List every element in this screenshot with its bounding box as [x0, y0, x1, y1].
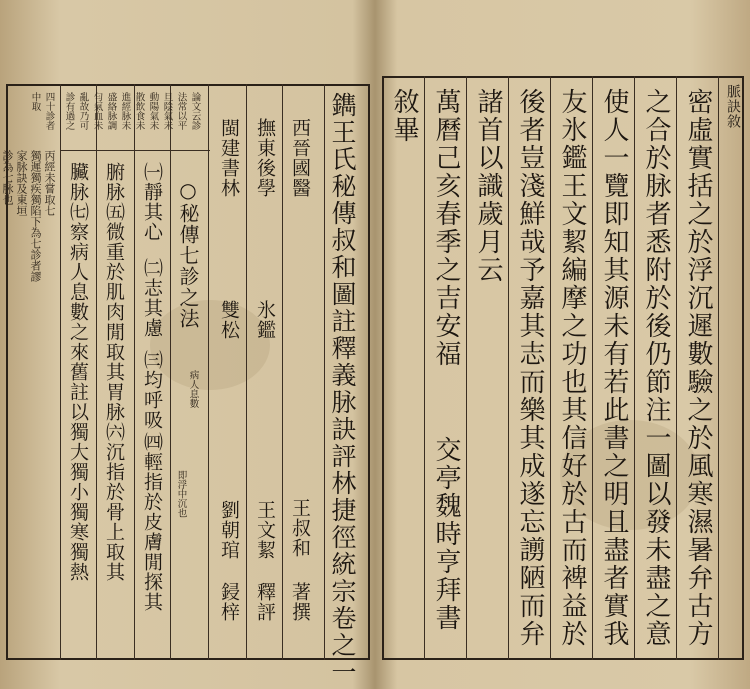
- side-note: 即浮中沉也: [175, 470, 187, 518]
- text-column: 臟脉㈦察病人息數之來舊註以獨大獨小獨寒獨熱: [67, 162, 89, 582]
- author-origin: 閩建書林: [218, 118, 240, 198]
- diagnosis-point: ㈢均呼吸: [141, 350, 163, 430]
- column-rule: [96, 84, 97, 660]
- edge-note: 家脉訣及東垣: [15, 150, 28, 216]
- column-rule: [208, 84, 209, 660]
- column-rule: [170, 84, 171, 660]
- annotation-note: 進經脉未: [119, 92, 131, 130]
- right-page: [378, 0, 750, 689]
- text-column: 萬曆己亥春季之吉安福: [431, 88, 461, 368]
- author-origin: 西晉國醫: [289, 118, 311, 198]
- annotation-note: 診有過之: [63, 92, 75, 130]
- diagnosis-point: ㈣輕指於皮膚閒探其: [141, 432, 163, 612]
- author-name: 雙松: [218, 300, 240, 340]
- author-role: 釋評: [254, 582, 276, 622]
- diagnosis-point: ㈡志其慮: [141, 258, 163, 338]
- annotation-note: 法常以平: [175, 92, 187, 130]
- text-column: 使人一覽即知其源未有若此書之明且盡者實我: [599, 88, 629, 648]
- annotation-note: 盛絡脉調: [105, 92, 117, 130]
- edge-note: 丙經未嘗取七: [43, 150, 56, 216]
- left-page: [0, 0, 372, 689]
- volume-title: 鐫王氏秘傳叔和圖註釋義脉訣評林捷徑統宗卷之一: [328, 92, 357, 686]
- text-column: 友氷鑑王文絜編摩之功也其信好於古而裨益於: [557, 88, 587, 648]
- column-rule: [508, 76, 509, 660]
- diagnosis-point: ㈠靜其心: [141, 162, 163, 242]
- text-column: 腑脉㈤微重於肌肉閒取其胃脉㈥沉指於骨上取其: [103, 162, 125, 582]
- column-rule: [134, 84, 135, 660]
- column-rule: [676, 76, 677, 660]
- text-column: 密虛實括之於浮沉遲數驗之於風寒濕暑弁古方: [683, 88, 713, 648]
- column-rule: [60, 84, 61, 660]
- column-rule: [424, 76, 425, 660]
- edge-note: 四十診者: [43, 92, 55, 130]
- section-heading: ○秘傳七診之法: [176, 178, 200, 329]
- author-origin: 撫東後學: [254, 118, 276, 198]
- author-name: 王叔和: [289, 498, 311, 558]
- header-divider: [60, 150, 210, 151]
- edge-note: 中取: [29, 92, 41, 111]
- column-rule: [634, 76, 635, 660]
- text-column: 諸首以識歲月云: [473, 88, 503, 284]
- author-name: 王文絜: [254, 500, 276, 560]
- annotation-note: 散飲食未: [133, 92, 145, 130]
- edge-note: 診為七脉也: [1, 150, 14, 205]
- column-rule: [246, 84, 247, 660]
- column-rule: [550, 76, 551, 660]
- text-column: 敘畢: [389, 88, 419, 144]
- annotation-note: 旦陰氣未: [161, 92, 173, 130]
- column-rule: [324, 84, 325, 660]
- column-rule: [718, 76, 719, 660]
- text-column: 後者豈淺鮮哉予嘉其志而樂其成遂忘謭陋而弁: [515, 88, 545, 648]
- text-column: 交亭魏時亨拜書: [431, 436, 461, 632]
- column-rule: [466, 76, 467, 660]
- text-column: 之合於脉者悉附於後仍節注一圖以發未盡之意: [641, 88, 671, 648]
- annotation-note: 勻氣血未: [91, 92, 103, 130]
- side-note: 病人息數: [187, 370, 199, 408]
- author-name: 氷鑑: [254, 300, 276, 340]
- author-name: 劉朝琯: [218, 500, 240, 560]
- author-role: 著撰: [289, 582, 311, 622]
- annotation-note: 論文云診: [189, 92, 201, 130]
- author-role: 鋟梓: [218, 582, 240, 622]
- edge-note: 獨遲獨疾獨陷下為七診者謬: [29, 150, 42, 282]
- annotation-note: 動陽氣未: [147, 92, 159, 130]
- column-rule: [282, 84, 283, 660]
- column-rule: [592, 76, 593, 660]
- annotation-note: 亂故乃可: [77, 92, 89, 130]
- page-edge-label: 脈訣敘: [725, 84, 741, 129]
